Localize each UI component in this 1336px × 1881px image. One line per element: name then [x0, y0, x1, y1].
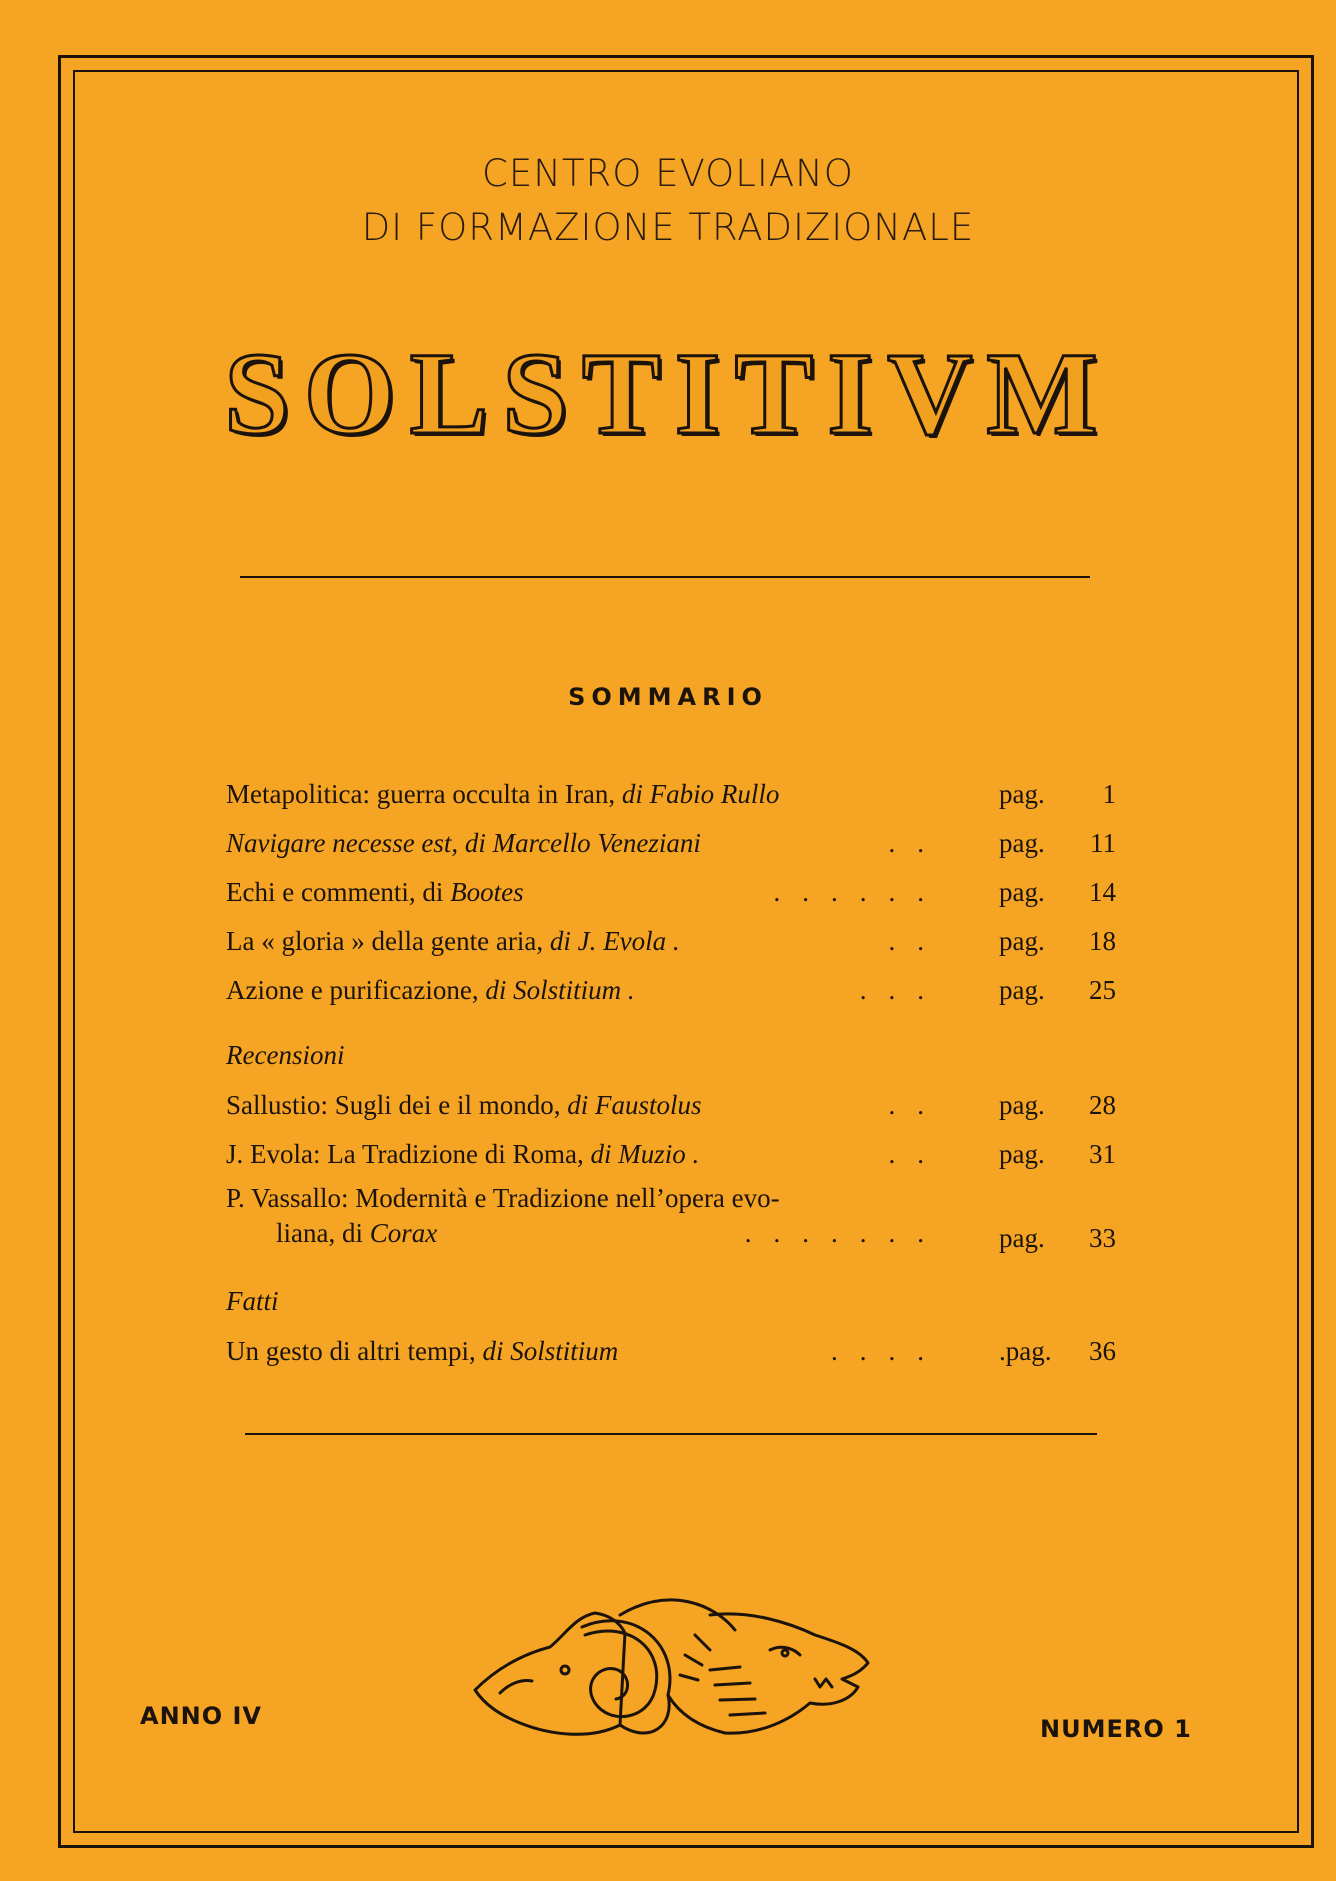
toc-page-number: 28 [1089, 1090, 1116, 1120]
toc-leader-dots: .. [888, 1139, 946, 1169]
toc-pag-label: pag. [999, 926, 1045, 956]
toc-entry-author: di J. Evola . [549, 926, 680, 956]
section-heading-fatti: Fatti [226, 1286, 279, 1316]
toc-pag-label: pag. [999, 975, 1045, 1005]
toc-entry-title: J. Evola: La Tradizione di Roma, di Muzio . [226, 1139, 700, 1169]
toc-entry-title: Navigare necesse est, di Marcello Veneziani [226, 828, 701, 858]
toc-pag-label: pag. [999, 1223, 1045, 1253]
toc-page-number: 18 [1089, 926, 1116, 956]
toc-entry[interactable] [226, 1130, 1116, 1179]
anno-label: ANNO IV [140, 1702, 263, 1730]
org-line-1: CENTRO EVOLIANO [482, 152, 854, 195]
toc-entry-author: di Solstitium . [485, 975, 635, 1005]
toc-entry-title: Echi e commenti, di Bootes [226, 877, 524, 907]
toc-entry-author: di Fabio Rullo [621, 779, 780, 809]
toc-entry[interactable] [226, 1081, 1116, 1130]
toc-entry[interactable] [226, 868, 1116, 917]
numero-label: NUMERO 1 [1040, 1715, 1192, 1743]
toc-page-number: 25 [1089, 975, 1116, 1005]
toc-entry[interactable] [226, 1327, 1116, 1376]
toc-pag-label: pag. [999, 1139, 1045, 1169]
toc-entry-title: Sallustio: Sugli dei e il mondo, di Faustolus [226, 1090, 702, 1120]
toc-pag-label: pag. [999, 779, 1045, 809]
toc-entry-title: Azione e purificazione, di Solstitium . [226, 975, 635, 1005]
toc-entry[interactable] [226, 819, 1116, 868]
toc-entry[interactable] [226, 917, 1116, 966]
toc-entry[interactable] [226, 966, 1116, 1015]
masthead-title: SOLSTITIVM [224, 328, 1112, 459]
toc-entry-title: La « gloria » della gente aria, di J. Evola . [226, 926, 680, 956]
toc-entry-title-continued: liana, di Corax [276, 1218, 438, 1248]
ram-wolf-head-emblem-icon [470, 1575, 870, 1755]
toc-page-number: 11 [1090, 828, 1116, 858]
toc-entry-title: Metapolitica: guerra occulta in Iran, di Fabio Rullo [226, 779, 780, 809]
toc-entry-author: di Solstitium [482, 1336, 619, 1366]
toc-pag-label: pag. [999, 828, 1045, 858]
toc-leader-dots: .. [888, 828, 946, 858]
toc-leader-dots: ....... [744, 1218, 946, 1248]
toc-leader-dots: .... [831, 1336, 946, 1366]
toc-leader-dots: .. [888, 1090, 946, 1120]
toc-page-number: 33 [1089, 1223, 1116, 1253]
org-line-2: DI FORMAZIONE TRADIZIONALE [361, 206, 975, 249]
toc-pag-label: pag. [999, 877, 1045, 907]
toc-page-number: 14 [1089, 877, 1116, 907]
section-heading-recensioni: Recensioni [226, 1040, 345, 1070]
toc-leader-dots: ...... [773, 877, 946, 907]
toc-entry-title: P. Vassallo: Modernità e Tradizione nell’opera evo- [226, 1183, 780, 1213]
toc-entry[interactable] [226, 770, 1116, 819]
divider-top [240, 576, 1090, 578]
toc-pag-label: pag. [999, 1090, 1045, 1120]
toc-entry-author: di Faustolus [567, 1090, 702, 1120]
toc-entry[interactable] [226, 1179, 1116, 1261]
sommario-heading: SOMMARIO [568, 683, 768, 711]
toc-entry-author: Corax [369, 1218, 438, 1248]
toc-page-number: 1 [1102, 779, 1116, 809]
toc-page-number: 31 [1089, 1139, 1116, 1169]
toc-leader-dots: ... [859, 975, 946, 1005]
toc-entry-author: di Muzio . [590, 1139, 700, 1169]
table-of-contents [226, 770, 1116, 1376]
toc-entry-title: Un gesto di altri tempi, di Solstitium [226, 1336, 619, 1366]
toc-pag-label: .pag. [999, 1336, 1052, 1366]
divider-bottom [245, 1433, 1097, 1435]
toc-page-number: 36 [1089, 1336, 1116, 1366]
toc-entry-author: Bootes [450, 877, 524, 907]
toc-leader-dots: .. [888, 926, 946, 956]
